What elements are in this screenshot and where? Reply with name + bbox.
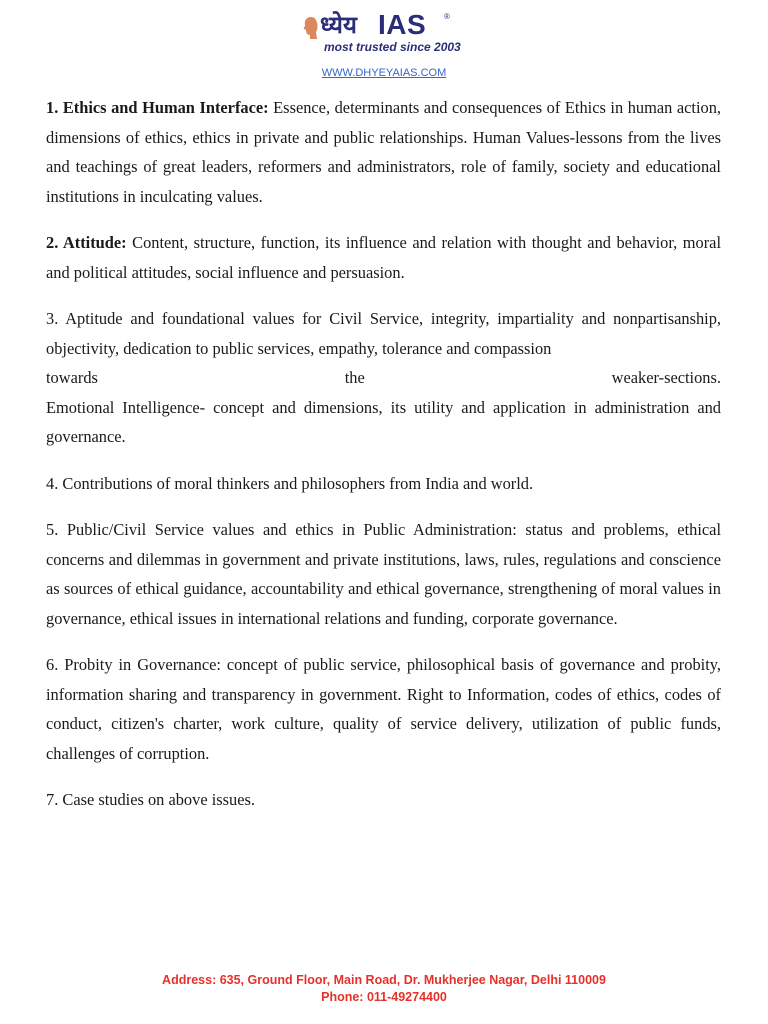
section-aptitude xyxy=(46,304,721,452)
section-text: Essence, determinants and consequences of Ethics in human action, dimensions of ethics, ethics in private and public relationships. Human Values-lessons from the lives and teachings of great leaders, reformers and administrators, role of family, society and educational institutions in inculcating values. xyxy=(46,98,721,206)
spread-line xyxy=(46,363,721,393)
section-heading: 1. Ethics and Human Interface: xyxy=(46,98,269,117)
section-heading: 2. Attitude: xyxy=(46,233,127,252)
spread-word: towards xyxy=(46,368,98,387)
section-public-service-values: 5. Public/Civil Service values and ethics in Public Administration: status and problems, ethical concerns and dilemmas in government and private institutions, laws, rules, regulations and conscience as sources of ethical guidance, accountability and ethical governance, strengthening of moral values in governance, ethical issues in international relations and funding, corporate governance. xyxy=(46,520,721,628)
section-case-studies: 7. Case studies on above issues. xyxy=(46,790,255,809)
page-footer xyxy=(0,972,768,1006)
website-link[interactable]: WWW.DHYEYAIAS.COM xyxy=(321,67,447,79)
section-text: 3. Aptitude and foundational values for Civil Service, integrity, impartiality and nonpartisanship, objectivity, dedication to public services, empathy, tolerance and compassion xyxy=(46,309,721,358)
section-probity: 6. Probity in Governance: concept of public service, philosophical basis of governance and probity, information sharing and transparency in government. Right to Information, codes of ethics, codes of conduct, citizen's charter, work culture, quality of service delivery, utilization of public funds, challenges of corruption. xyxy=(46,655,721,763)
section-moral-thinkers: 4. Contributions of moral thinkers and philosophers from India and world. xyxy=(46,473,534,493)
face-silhouette-icon xyxy=(302,16,318,40)
section-attitude xyxy=(46,228,721,287)
logo-brand-text: IAS xyxy=(378,9,427,40)
page-header xyxy=(0,10,768,86)
footer-address: Address: 635, Ground Floor, Main Road, Dr. Mukherjee Nagar, Delhi 110009 xyxy=(162,973,606,987)
section-text: Content, structure, function, its influence and relation with thought and behavior, moral and political attitudes, social influence and persuasion. xyxy=(46,233,721,282)
logo-tagline: most trusted since 2003 xyxy=(324,40,461,54)
spread-word: the xyxy=(344,368,365,387)
section-ethics-human-interface xyxy=(46,93,721,211)
logo-hindi-text: ध्येय xyxy=(320,11,357,39)
syllabus-content xyxy=(46,93,721,832)
spread-word: weaker-sections. xyxy=(611,368,721,387)
footer-phone: Phone: 011-49274400 xyxy=(321,990,447,1004)
dhyeya-ias-logo[interactable] xyxy=(300,10,460,62)
section-text: Emotional Intelligence- concept and dimensions, its utility and application in administration and governance. xyxy=(46,397,721,446)
registered-mark: ® xyxy=(444,12,450,21)
